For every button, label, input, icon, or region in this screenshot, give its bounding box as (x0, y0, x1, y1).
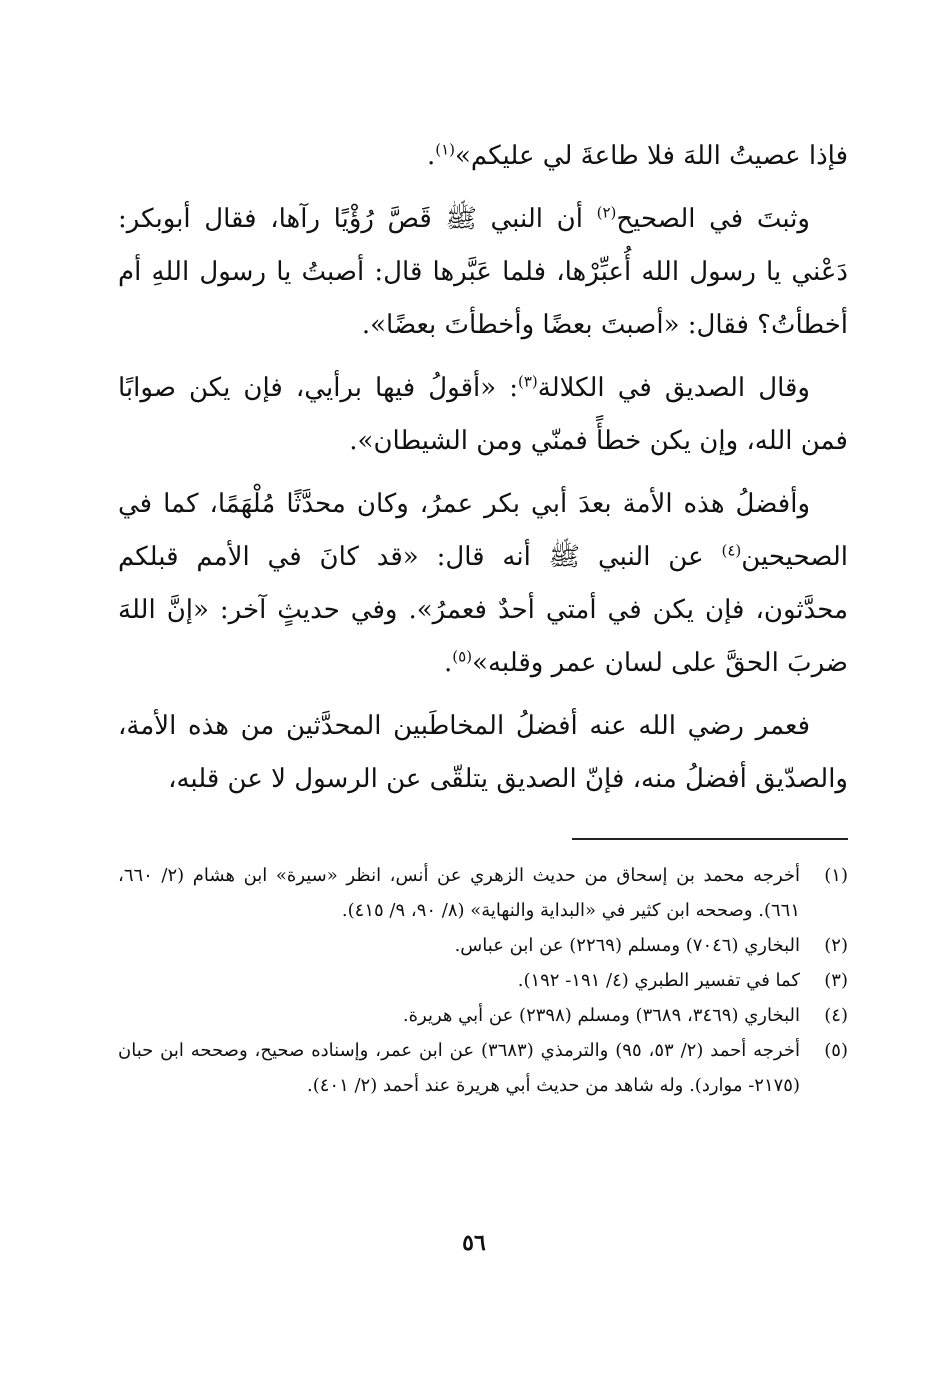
paragraph-2 (118, 193, 848, 352)
footnote-5 (118, 1033, 848, 1103)
paragraph-text: فعمر رضي الله عنه أفضلُ المخاطَبين المحدَّثين من هذه الأمة، والصدّيق أفضلُ منه، فإنّ الصديق يتلقّى عن الرسول لا عن قلبه، (118, 711, 848, 794)
footnote-number: (٥) (824, 1040, 848, 1061)
paragraph-5 (118, 700, 848, 806)
paragraph-tail: أن النبي ﷺ قَصَّ رُؤْيًا رآها، فقال أبوبكر: دَعْني يا رسول الله أُعبِّرْها، فلما عَبَّرها قال: أصبتُ يا رسول اللهِ أم أخطأتُ؟ فقال: «أصبتَ بعضًا وأخطأتَ بعضًا». (118, 204, 848, 340)
footnote-marker: (٤) (721, 541, 742, 560)
footnote-number: (٢) (824, 935, 848, 956)
footnote-number: (٤) (824, 1005, 848, 1026)
footnote-text: أخرجه أحمد (٢/ ٥٣، ٩٥) والترمذي (٣٦٨٣) عن ابن عمر، وإسناده صحيح، وصححه ابن حبان (٢١٧٥- موارد). وله شاهد من حديث أبي هريرة عند أحمد (٢/ ٤٠١). (118, 1040, 800, 1096)
footnote-text: أخرجه محمد بن إسحاق من حديث الزهري عن أنس، انظر «سيرة» ابن هشام (٢/ ٦٦٠، ٦٦١). وصححه ابن كثير في «البداية والنهاية» (٨/ ٩٠، ٩/ ٤١٥). (118, 865, 800, 921)
footnote-4 (118, 998, 848, 1033)
paragraph-tail: . (444, 648, 453, 678)
page-number: ٥٦ (462, 1230, 486, 1256)
main-text (118, 130, 848, 806)
footnote-1 (118, 858, 848, 928)
paragraph-tail: : «أقولُ فيها برأيي، فإن يكن صوابًا فمن الله، وإن يكن خطأً فمنّي ومن الشيطان». (118, 373, 848, 456)
paragraph-tail: عن النبي ﷺ أنه قال: «قد كانَ في الأمم قبلكم محدَّثون، فإن يكن في أمتي أحدٌ فعمرُ». وفي حديثٍ آخر: «إنَّ اللهَ ضربَ الحقَّ على لسان عمر وقلبه» (118, 542, 848, 678)
footnote-text: البخاري (٧٠٤٦) ومسلم (٢٢٦٩) عن ابن عباس. (454, 935, 800, 956)
footnote-marker: (٢) (596, 203, 617, 222)
paragraph-1 (118, 130, 848, 183)
footnote-text: كما في تفسير الطبري (٤/ ١٩١- ١٩٢). (517, 970, 800, 991)
footnotes (118, 858, 848, 1103)
footnote-marker: (٥) (452, 647, 473, 666)
paragraph-3 (118, 362, 848, 468)
paragraph-4 (118, 478, 848, 690)
footnote-text: البخاري (٣٤٦٩، ٣٦٨٩) ومسلم (٢٣٩٨) عن أبي هريرة. (402, 1005, 800, 1026)
paragraph-text: وثبتَ في الصحيح (616, 204, 810, 234)
footnote-number: (٣) (824, 970, 848, 991)
footnote-number: (١) (824, 865, 848, 886)
page-body (118, 130, 848, 816)
paragraph-text: فإذا عصيتُ اللهَ فلا طاعةَ لي عليكم» (454, 141, 848, 171)
footnote-marker: (١) (435, 140, 455, 159)
paragraph-tail: . (426, 141, 436, 171)
footnote-separator (572, 838, 848, 840)
footnote-marker: (٣) (518, 372, 538, 391)
paragraph-text: وأفضلُ هذه الأمة بعدَ أبي بكر عمرُ، وكان محدَّثًا مُلْهَمًا، كما في الصحيحين (118, 489, 848, 572)
paragraph-text: وقال الصديق في الكلالة (537, 373, 810, 403)
footnote-2 (118, 928, 848, 963)
footnote-3 (118, 963, 848, 998)
